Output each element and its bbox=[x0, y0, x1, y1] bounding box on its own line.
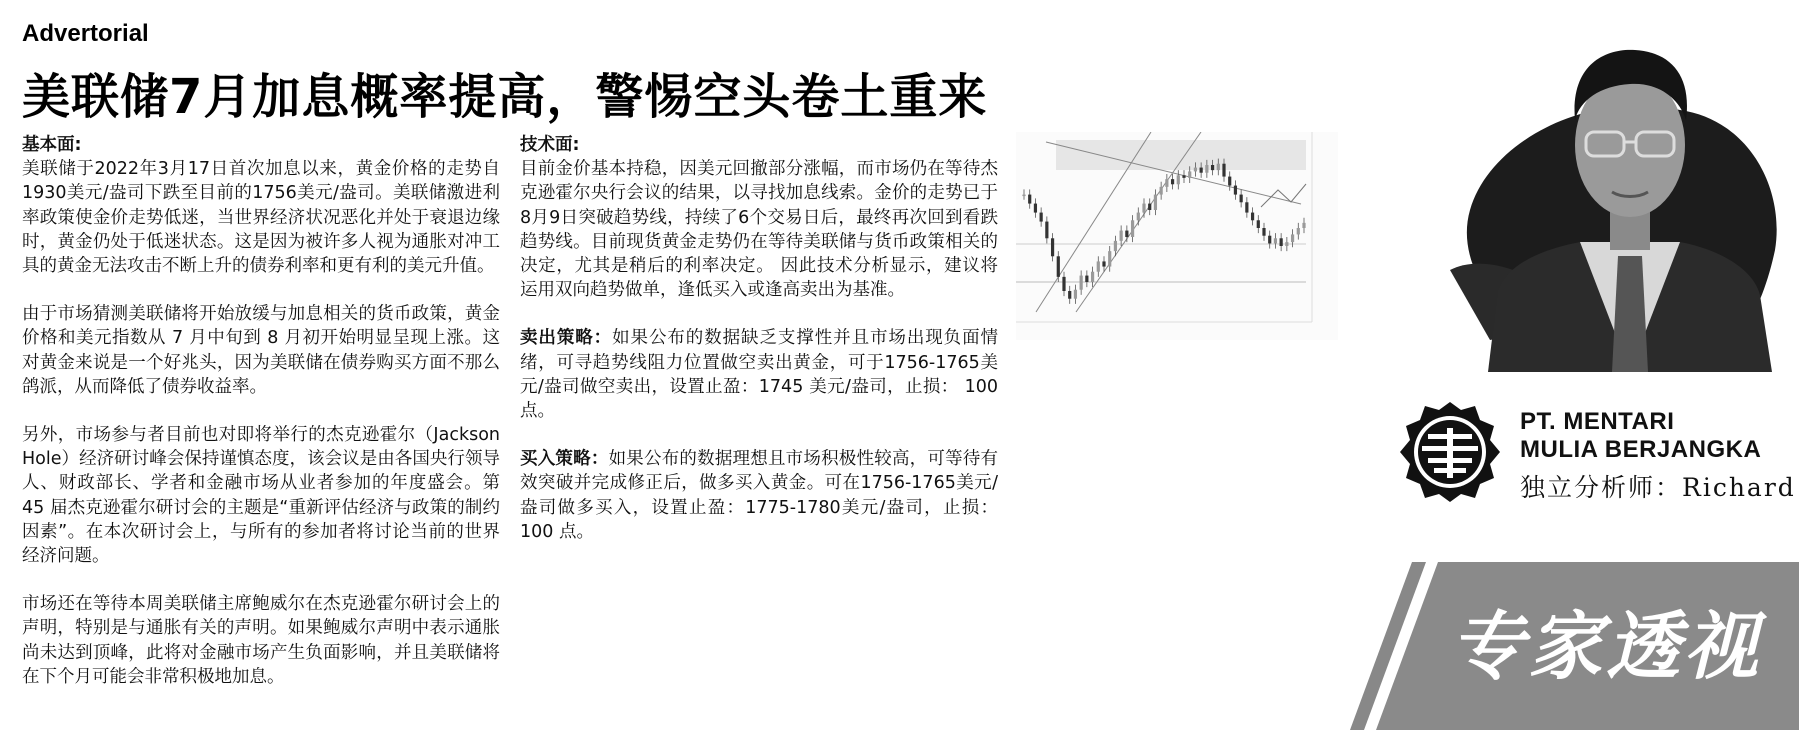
price-candle bbox=[1068, 291, 1071, 299]
price-candle bbox=[1245, 202, 1248, 212]
price-candle bbox=[1194, 168, 1197, 172]
necktie bbox=[1612, 256, 1648, 372]
price-candle bbox=[1171, 179, 1174, 184]
price-candle bbox=[1028, 195, 1031, 204]
price-candle bbox=[1085, 276, 1088, 282]
technical-column bbox=[520, 133, 998, 568]
price-candle bbox=[1142, 204, 1145, 213]
company-name bbox=[1520, 408, 1761, 464]
advertorial-label: Advertorial bbox=[22, 20, 149, 47]
fundamentals-title: 基本面: bbox=[22, 135, 82, 155]
price-candle bbox=[1148, 204, 1151, 210]
price-candle bbox=[1057, 256, 1060, 277]
buy-strategy bbox=[520, 447, 998, 544]
price-candle bbox=[1097, 261, 1100, 271]
price-candle bbox=[1137, 213, 1140, 221]
price-candle bbox=[1188, 171, 1191, 177]
emblem-stem bbox=[1447, 428, 1453, 478]
company-name-line-1: PT. MENTARI bbox=[1520, 408, 1675, 435]
price-candle bbox=[1040, 213, 1043, 222]
shou-emblem-svg bbox=[1398, 400, 1502, 504]
fundamentals-paragraph-4: 市场还在等待本周美联储主席鲍威尔在杰克逊霍尔研讨会上的声明，特别是与通胀有关的声明。如果鲍威尔声明中表示通胀尚未达到顶峰，此将对金融市场产生负面影响，并且美联储将在下个月可能会非常积极地加息。 bbox=[22, 594, 500, 687]
price-candle bbox=[1297, 228, 1300, 234]
expert-view-banner-text: 专家透视 bbox=[1450, 604, 1762, 690]
price-candle bbox=[1091, 272, 1094, 282]
price-candle bbox=[1125, 231, 1128, 237]
gold-price-chart-svg bbox=[1016, 132, 1338, 340]
price-candle bbox=[1165, 179, 1168, 187]
price-candle bbox=[1120, 231, 1123, 241]
price-candle bbox=[1217, 164, 1220, 170]
shou-emblem-icon bbox=[1398, 400, 1502, 504]
gold-price-chart bbox=[1016, 132, 1338, 340]
fundamentals-paragraph-1: 美联储于2022年3月17日首次加息以来，黄金价格的走势自1930美元/盎司下跌至目前的1756美元/盎司。美联储激进利率政策使金价走势低迷，当世界经济状况恶化并处于衰退边缘时，黄金仍处于低迷状态。这是因为被许多人视为通胀对冲工具的黄金无法攻击不断上升的债券利率和更有利的美元升值。 bbox=[22, 159, 500, 277]
price-candle bbox=[1285, 242, 1288, 246]
price-candle bbox=[1102, 261, 1105, 266]
price-candle bbox=[1228, 177, 1231, 186]
price-candle bbox=[1108, 251, 1111, 266]
price-candle bbox=[1200, 168, 1203, 173]
price-candle bbox=[1080, 276, 1083, 290]
fundamentals-paragraph-2: 由于市场猜测美联储将开始放缓与加息相关的货币政策，黄金价格和美元指数从 7 月中旬到 8 月初开始明显呈现上涨。这对黄金来说是一个好兆头，因为美联储在债券购买方面不那么鸽派，从而降低了债券收益率。 bbox=[22, 304, 500, 397]
price-candle bbox=[1302, 223, 1305, 228]
sell-strategy-text: 如果公布的数据缺乏支撑性并且市场出现负面情绪，可寻趋势线阻力位置做空卖出黄金，可于1756-1765美元/盎司做空卖出，设置止盈：1745 美元/盎司，止损： 100 点。 bbox=[520, 328, 999, 422]
price-candle bbox=[1205, 165, 1208, 173]
price-candle bbox=[1274, 238, 1277, 243]
resistance-zone bbox=[1056, 140, 1306, 170]
sell-strategy bbox=[520, 326, 998, 423]
price-candle bbox=[1177, 175, 1180, 184]
price-candle bbox=[1234, 186, 1237, 195]
price-candle bbox=[1034, 204, 1037, 213]
analyst-credit: 独立分析师：Richard bbox=[1520, 473, 1796, 502]
price-candle bbox=[1240, 195, 1243, 203]
price-candle bbox=[1280, 238, 1283, 246]
price-candle bbox=[1045, 222, 1048, 239]
price-candle bbox=[1211, 165, 1214, 170]
price-candle bbox=[1114, 241, 1117, 251]
fundamentals-column bbox=[22, 133, 500, 713]
analyst-portrait-svg bbox=[1430, 20, 1790, 372]
fundamentals-paragraph-3: 另外，市场参与者目前也对即将举行的杰克逊霍尔（Jackson Hole）经济研讨峰会保持谨慎态度，该会议是由各国央行领导人、财政部长、学者和金融市场从业者参加的年度盛会。第 45 届杰克逊霍尔研讨会的主题是“重新评估经济与政策的制约因素”。在本次研讨会上，与所有的参加者将讨论当前的世界经济问题。 bbox=[22, 425, 500, 567]
price-candle bbox=[1222, 164, 1225, 177]
price-candle bbox=[1251, 213, 1254, 221]
technical-paragraph: 目前金价基本持稳，因美元回撤部分涨幅，而市场仍在等待杰克逊霍尔央行会议的结果，以寻找加息线索。金价的走势已于8月9日突破趋势线，持续了6个交易日后，最终再次回到看跌趋势线。目前现货黄金走势仍在等待美联储与货币政策相关的决定，尤其是稍后的利率决定。 因此技术分析显示，建议将运用双向趋势做单，逢低买入或逢高卖出为基准。 bbox=[520, 159, 998, 301]
price-candle bbox=[1257, 220, 1260, 228]
price-candle bbox=[1131, 220, 1134, 237]
price-candle bbox=[1074, 290, 1077, 299]
price-candle bbox=[1160, 187, 1163, 195]
price-candle bbox=[1291, 234, 1294, 242]
price-candle bbox=[1268, 236, 1271, 244]
price-candle bbox=[1182, 175, 1185, 178]
price-candle bbox=[1262, 228, 1265, 236]
buy-strategy-title: 买入策略： bbox=[520, 449, 609, 470]
analyst-portrait bbox=[1430, 20, 1790, 372]
company-name-line-2: MULIA BERJANGKA bbox=[1520, 436, 1762, 463]
sell-strategy-title: 卖出策略： bbox=[520, 328, 613, 349]
price-candle bbox=[1154, 195, 1157, 210]
headline: 美联储7月加息概率提高，警惕空头卷土重来 bbox=[22, 69, 988, 125]
price-candle bbox=[1022, 195, 1025, 197]
price-candle bbox=[1062, 277, 1065, 291]
price-candle bbox=[1051, 238, 1054, 256]
buy-strategy-text: 如果公布的数据理想且市场积极性较高，可等待有效突破并完成修正后，做多买入黄金。可在1756-1765美元/盎司做多买入，设置止盈：1775-1780美元/盎司，止损：100 点。 bbox=[520, 449, 999, 542]
technical-title: 技术面: bbox=[520, 135, 580, 155]
